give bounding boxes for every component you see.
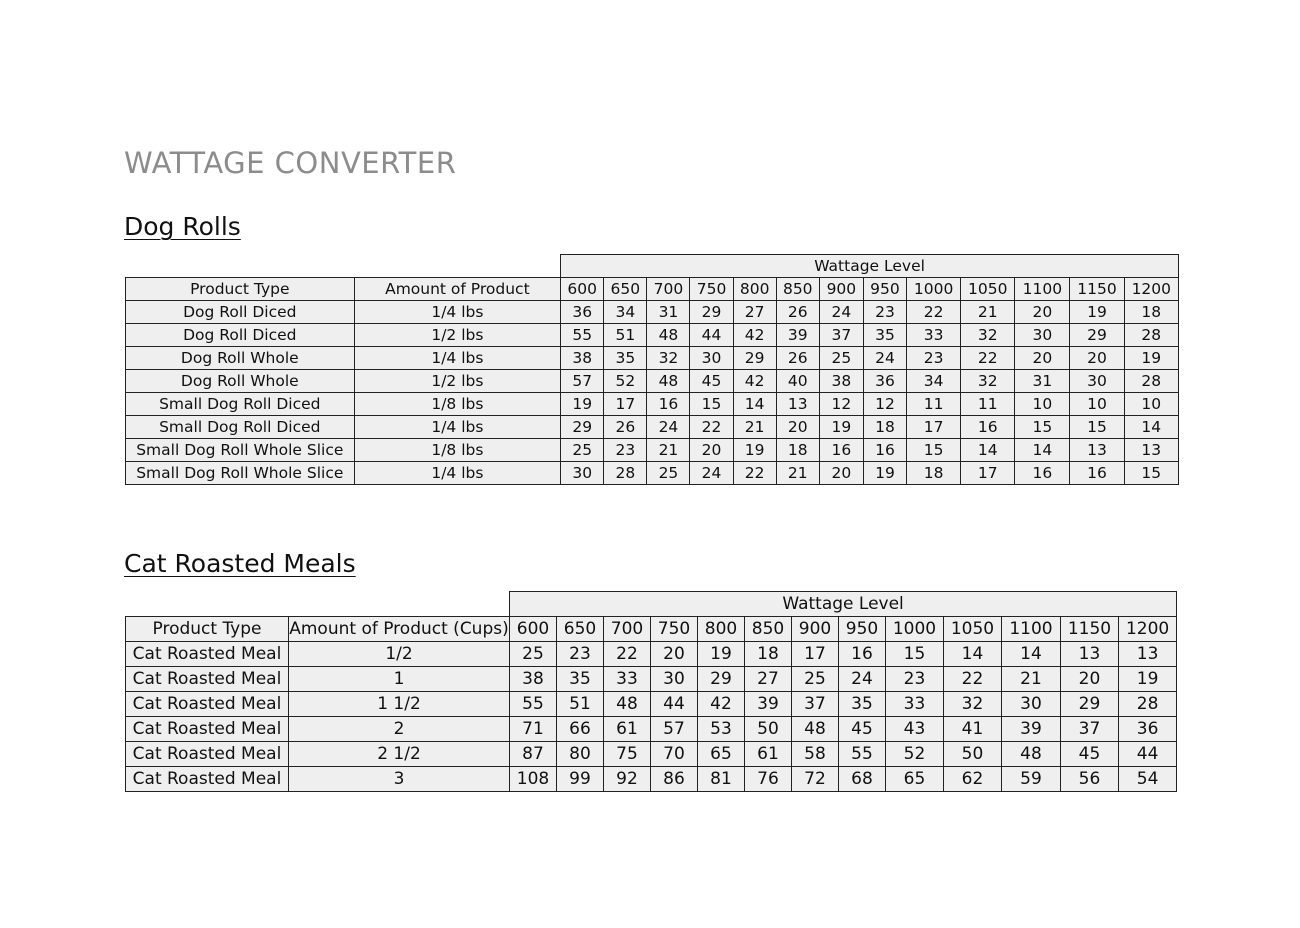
wattage-header-850: 850 <box>776 278 819 301</box>
amount-cell: 1/8 lbs <box>354 439 561 462</box>
wattage-header-800: 800 <box>733 278 776 301</box>
time-cell: 19 <box>1070 301 1124 324</box>
time-cell: 33 <box>886 692 944 717</box>
time-cell: 54 <box>1119 767 1177 792</box>
time-cell: 28 <box>604 462 647 485</box>
wattage-header-1000: 1000 <box>907 278 961 301</box>
time-cell: 44 <box>1119 742 1177 767</box>
time-cell: 30 <box>1002 692 1061 717</box>
time-cell: 39 <box>776 324 819 347</box>
time-cell: 37 <box>792 692 839 717</box>
time-cell: 16 <box>839 642 886 667</box>
time-cell: 39 <box>745 692 792 717</box>
time-cell: 36 <box>561 301 604 324</box>
time-cell: 25 <box>792 667 839 692</box>
time-cell: 13 <box>1119 642 1177 667</box>
time-cell: 61 <box>604 717 651 742</box>
table-row <box>126 462 1179 485</box>
time-cell: 15 <box>1015 416 1070 439</box>
time-cell: 65 <box>698 742 745 767</box>
time-cell: 61 <box>745 742 792 767</box>
time-cell: 29 <box>698 667 745 692</box>
time-cell: 50 <box>745 717 792 742</box>
time-cell: 37 <box>819 324 863 347</box>
time-cell: 53 <box>698 717 745 742</box>
amount-of-product-header: Amount of Product <box>354 278 561 301</box>
page-title: WATTAGE CONVERTER <box>124 146 457 180</box>
amount-cell: 1/2 lbs <box>354 324 561 347</box>
time-cell: 15 <box>886 642 944 667</box>
time-cell: 16 <box>1070 462 1124 485</box>
time-cell: 20 <box>776 416 819 439</box>
wattage-header-650: 650 <box>557 617 604 642</box>
time-cell: 22 <box>604 642 651 667</box>
time-cell: 36 <box>863 370 906 393</box>
time-cell: 21 <box>1002 667 1061 692</box>
time-cell: 108 <box>510 767 557 792</box>
time-cell: 16 <box>647 393 690 416</box>
time-cell: 29 <box>561 416 604 439</box>
time-cell: 19 <box>561 393 604 416</box>
time-cell: 32 <box>961 370 1015 393</box>
time-cell: 72 <box>792 767 839 792</box>
time-cell: 18 <box>1124 301 1178 324</box>
time-cell: 24 <box>863 347 906 370</box>
wattage-header-1000: 1000 <box>886 617 944 642</box>
time-cell: 12 <box>863 393 906 416</box>
time-cell: 23 <box>907 347 961 370</box>
time-cell: 19 <box>733 439 776 462</box>
time-cell: 26 <box>776 301 819 324</box>
cat-roasted-meals-table <box>125 591 1177 792</box>
amount-cell: 3 <box>289 767 510 792</box>
table-row <box>126 370 1179 393</box>
time-cell: 23 <box>557 642 604 667</box>
time-cell: 12 <box>819 393 863 416</box>
wattage-header-600: 600 <box>561 278 604 301</box>
wattage-header-750: 750 <box>651 617 698 642</box>
time-cell: 57 <box>561 370 604 393</box>
time-cell: 32 <box>647 347 690 370</box>
dog-rolls-heading: Dog Rolls <box>124 212 241 241</box>
time-cell: 86 <box>651 767 698 792</box>
table-row <box>126 742 1177 767</box>
time-cell: 55 <box>839 742 886 767</box>
time-cell: 52 <box>886 742 944 767</box>
amount-cell: 1/4 lbs <box>354 462 561 485</box>
time-cell: 10 <box>1070 393 1124 416</box>
time-cell: 16 <box>961 416 1015 439</box>
wattage-group-header-row <box>126 592 1177 617</box>
wattage-header-850: 850 <box>745 617 792 642</box>
time-cell: 66 <box>557 717 604 742</box>
time-cell: 15 <box>690 393 733 416</box>
time-cell: 18 <box>907 462 961 485</box>
time-cell: 21 <box>776 462 819 485</box>
time-cell: 43 <box>886 717 944 742</box>
time-cell: 19 <box>1124 347 1178 370</box>
time-cell: 24 <box>839 667 886 692</box>
table-row <box>126 717 1177 742</box>
blank-cell <box>126 255 561 278</box>
time-cell: 18 <box>863 416 906 439</box>
wattage-header-1150: 1150 <box>1070 278 1124 301</box>
time-cell: 18 <box>745 642 792 667</box>
time-cell: 92 <box>604 767 651 792</box>
time-cell: 35 <box>863 324 906 347</box>
time-cell: 11 <box>961 393 1015 416</box>
column-header-row <box>126 278 1179 301</box>
wattage-header-1100: 1100 <box>1015 278 1070 301</box>
time-cell: 14 <box>1002 642 1061 667</box>
amount-of-product-header: Amount of Product (Cups) <box>289 617 510 642</box>
time-cell: 57 <box>651 717 698 742</box>
time-cell: 20 <box>1015 347 1070 370</box>
time-cell: 71 <box>510 717 557 742</box>
time-cell: 51 <box>604 324 647 347</box>
table-row <box>126 393 1179 416</box>
time-cell: 27 <box>745 667 792 692</box>
time-cell: 28 <box>1119 692 1177 717</box>
time-cell: 23 <box>886 667 944 692</box>
time-cell: 20 <box>1070 347 1124 370</box>
time-cell: 55 <box>510 692 557 717</box>
time-cell: 22 <box>690 416 733 439</box>
wattage-header-900: 900 <box>819 278 863 301</box>
time-cell: 10 <box>1015 393 1070 416</box>
wattage-header-1200: 1200 <box>1119 617 1177 642</box>
time-cell: 42 <box>733 370 776 393</box>
product-type-cell: Small Dog Roll Diced <box>126 393 355 416</box>
time-cell: 42 <box>698 692 745 717</box>
product-type-cell: Dog Roll Whole <box>126 370 355 393</box>
time-cell: 38 <box>561 347 604 370</box>
product-type-cell: Cat Roasted Meal <box>126 692 289 717</box>
table-row <box>126 416 1179 439</box>
time-cell: 48 <box>792 717 839 742</box>
table-row <box>126 667 1177 692</box>
time-cell: 29 <box>733 347 776 370</box>
time-cell: 32 <box>944 692 1002 717</box>
wattage-header-900: 900 <box>792 617 839 642</box>
time-cell: 13 <box>776 393 819 416</box>
amount-cell: 2 1/2 <box>289 742 510 767</box>
time-cell: 76 <box>745 767 792 792</box>
wattage-header-1050: 1050 <box>944 617 1002 642</box>
product-type-cell: Dog Roll Diced <box>126 301 355 324</box>
time-cell: 33 <box>907 324 961 347</box>
time-cell: 48 <box>647 324 690 347</box>
product-type-cell: Cat Roasted Meal <box>126 767 289 792</box>
time-cell: 24 <box>819 301 863 324</box>
time-cell: 42 <box>733 324 776 347</box>
time-cell: 30 <box>561 462 604 485</box>
time-cell: 51 <box>557 692 604 717</box>
cat-table-body <box>126 592 1177 792</box>
cat-roasted-meals-heading: Cat Roasted Meals <box>124 549 356 578</box>
table-row <box>126 692 1177 717</box>
amount-cell: 2 <box>289 717 510 742</box>
time-cell: 22 <box>907 301 961 324</box>
wattage-header-700: 700 <box>604 617 651 642</box>
time-cell: 29 <box>1061 692 1119 717</box>
time-cell: 14 <box>1015 439 1070 462</box>
time-cell: 17 <box>907 416 961 439</box>
time-cell: 31 <box>1015 370 1070 393</box>
product-type-cell: Small Dog Roll Diced <box>126 416 355 439</box>
time-cell: 48 <box>1002 742 1061 767</box>
time-cell: 23 <box>604 439 647 462</box>
wattage-header-650: 650 <box>604 278 647 301</box>
time-cell: 30 <box>1015 324 1070 347</box>
time-cell: 19 <box>819 416 863 439</box>
time-cell: 14 <box>944 642 1002 667</box>
time-cell: 62 <box>944 767 1002 792</box>
time-cell: 17 <box>961 462 1015 485</box>
time-cell: 20 <box>690 439 733 462</box>
time-cell: 22 <box>733 462 776 485</box>
time-cell: 52 <box>604 370 647 393</box>
time-cell: 39 <box>1002 717 1061 742</box>
amount-cell: 1/2 <box>289 642 510 667</box>
time-cell: 20 <box>1015 301 1070 324</box>
time-cell: 50 <box>944 742 1002 767</box>
time-cell: 29 <box>1070 324 1124 347</box>
time-cell: 28 <box>1124 324 1178 347</box>
dog-rolls-table <box>125 254 1179 485</box>
time-cell: 14 <box>1124 416 1178 439</box>
time-cell: 11 <box>907 393 961 416</box>
product-type-cell: Cat Roasted Meal <box>126 742 289 767</box>
time-cell: 65 <box>886 767 944 792</box>
time-cell: 30 <box>651 667 698 692</box>
time-cell: 35 <box>839 692 886 717</box>
table-row <box>126 767 1177 792</box>
time-cell: 29 <box>690 301 733 324</box>
time-cell: 13 <box>1124 439 1178 462</box>
time-cell: 22 <box>961 347 1015 370</box>
time-cell: 25 <box>647 462 690 485</box>
product-type-cell: Dog Roll Whole <box>126 347 355 370</box>
time-cell: 44 <box>690 324 733 347</box>
wattage-header-800: 800 <box>698 617 745 642</box>
product-type-cell: Cat Roasted Meal <box>126 642 289 667</box>
amount-cell: 1/2 lbs <box>354 370 561 393</box>
time-cell: 87 <box>510 742 557 767</box>
time-cell: 20 <box>819 462 863 485</box>
time-cell: 21 <box>733 416 776 439</box>
time-cell: 28 <box>1124 370 1178 393</box>
time-cell: 70 <box>651 742 698 767</box>
time-cell: 20 <box>1061 667 1119 692</box>
time-cell: 17 <box>792 642 839 667</box>
time-cell: 37 <box>1061 717 1119 742</box>
time-cell: 15 <box>1124 462 1178 485</box>
time-cell: 41 <box>944 717 1002 742</box>
wattage-level-header: Wattage Level <box>561 255 1179 278</box>
time-cell: 16 <box>1015 462 1070 485</box>
time-cell: 45 <box>690 370 733 393</box>
table-row <box>126 439 1179 462</box>
time-cell: 13 <box>1070 439 1124 462</box>
time-cell: 24 <box>690 462 733 485</box>
time-cell: 17 <box>604 393 647 416</box>
product-type-cell: Cat Roasted Meal <box>126 717 289 742</box>
product-type-cell: Dog Roll Diced <box>126 324 355 347</box>
time-cell: 19 <box>1119 667 1177 692</box>
time-cell: 44 <box>651 692 698 717</box>
time-cell: 80 <box>557 742 604 767</box>
table-row <box>126 324 1179 347</box>
time-cell: 34 <box>604 301 647 324</box>
time-cell: 21 <box>961 301 1015 324</box>
time-cell: 30 <box>690 347 733 370</box>
table-row <box>126 301 1179 324</box>
time-cell: 14 <box>733 393 776 416</box>
time-cell: 45 <box>839 717 886 742</box>
amount-cell: 1/4 lbs <box>354 416 561 439</box>
wattage-header-950: 950 <box>863 278 906 301</box>
time-cell: 20 <box>651 642 698 667</box>
amount-cell: 1 1/2 <box>289 692 510 717</box>
table-row <box>126 347 1179 370</box>
time-cell: 45 <box>1061 742 1119 767</box>
wattage-header-950: 950 <box>839 617 886 642</box>
time-cell: 48 <box>604 692 651 717</box>
time-cell: 16 <box>863 439 906 462</box>
wattage-header-1200: 1200 <box>1124 278 1178 301</box>
time-cell: 15 <box>1070 416 1124 439</box>
time-cell: 33 <box>604 667 651 692</box>
time-cell: 25 <box>819 347 863 370</box>
wattage-header-1150: 1150 <box>1061 617 1119 642</box>
time-cell: 16 <box>819 439 863 462</box>
time-cell: 23 <box>863 301 906 324</box>
product-type-cell: Small Dog Roll Whole Slice <box>126 439 355 462</box>
wattage-header-700: 700 <box>647 278 690 301</box>
time-cell: 31 <box>647 301 690 324</box>
time-cell: 35 <box>604 347 647 370</box>
wattage-header-1050: 1050 <box>961 278 1015 301</box>
time-cell: 38 <box>510 667 557 692</box>
time-cell: 13 <box>1061 642 1119 667</box>
product-type-header: Product Type <box>126 617 289 642</box>
time-cell: 58 <box>792 742 839 767</box>
time-cell: 68 <box>839 767 886 792</box>
wattage-header-600: 600 <box>510 617 557 642</box>
time-cell: 25 <box>510 642 557 667</box>
time-cell: 25 <box>561 439 604 462</box>
time-cell: 22 <box>944 667 1002 692</box>
time-cell: 32 <box>961 324 1015 347</box>
time-cell: 24 <box>647 416 690 439</box>
table-row <box>126 642 1177 667</box>
blank-cell <box>126 592 510 617</box>
time-cell: 81 <box>698 767 745 792</box>
product-type-cell: Small Dog Roll Whole Slice <box>126 462 355 485</box>
time-cell: 14 <box>961 439 1015 462</box>
time-cell: 18 <box>776 439 819 462</box>
time-cell: 19 <box>698 642 745 667</box>
time-cell: 26 <box>604 416 647 439</box>
time-cell: 19 <box>863 462 906 485</box>
time-cell: 38 <box>819 370 863 393</box>
amount-cell: 1/8 lbs <box>354 393 561 416</box>
column-header-row <box>126 617 1177 642</box>
amount-cell: 1/4 lbs <box>354 347 561 370</box>
time-cell: 40 <box>776 370 819 393</box>
time-cell: 34 <box>907 370 961 393</box>
time-cell: 30 <box>1070 370 1124 393</box>
amount-cell: 1/4 lbs <box>354 301 561 324</box>
time-cell: 21 <box>647 439 690 462</box>
time-cell: 75 <box>604 742 651 767</box>
time-cell: 26 <box>776 347 819 370</box>
time-cell: 15 <box>907 439 961 462</box>
amount-cell: 1 <box>289 667 510 692</box>
time-cell: 48 <box>647 370 690 393</box>
time-cell: 27 <box>733 301 776 324</box>
time-cell: 55 <box>561 324 604 347</box>
time-cell: 99 <box>557 767 604 792</box>
time-cell: 35 <box>557 667 604 692</box>
time-cell: 10 <box>1124 393 1178 416</box>
time-cell: 36 <box>1119 717 1177 742</box>
wattage-header-1100: 1100 <box>1002 617 1061 642</box>
product-type-cell: Cat Roasted Meal <box>126 667 289 692</box>
dog-table-body <box>126 255 1179 485</box>
time-cell: 59 <box>1002 767 1061 792</box>
wattage-header-750: 750 <box>690 278 733 301</box>
product-type-header: Product Type <box>126 278 355 301</box>
wattage-group-header-row <box>126 255 1179 278</box>
time-cell: 56 <box>1061 767 1119 792</box>
wattage-level-header: Wattage Level <box>510 592 1177 617</box>
